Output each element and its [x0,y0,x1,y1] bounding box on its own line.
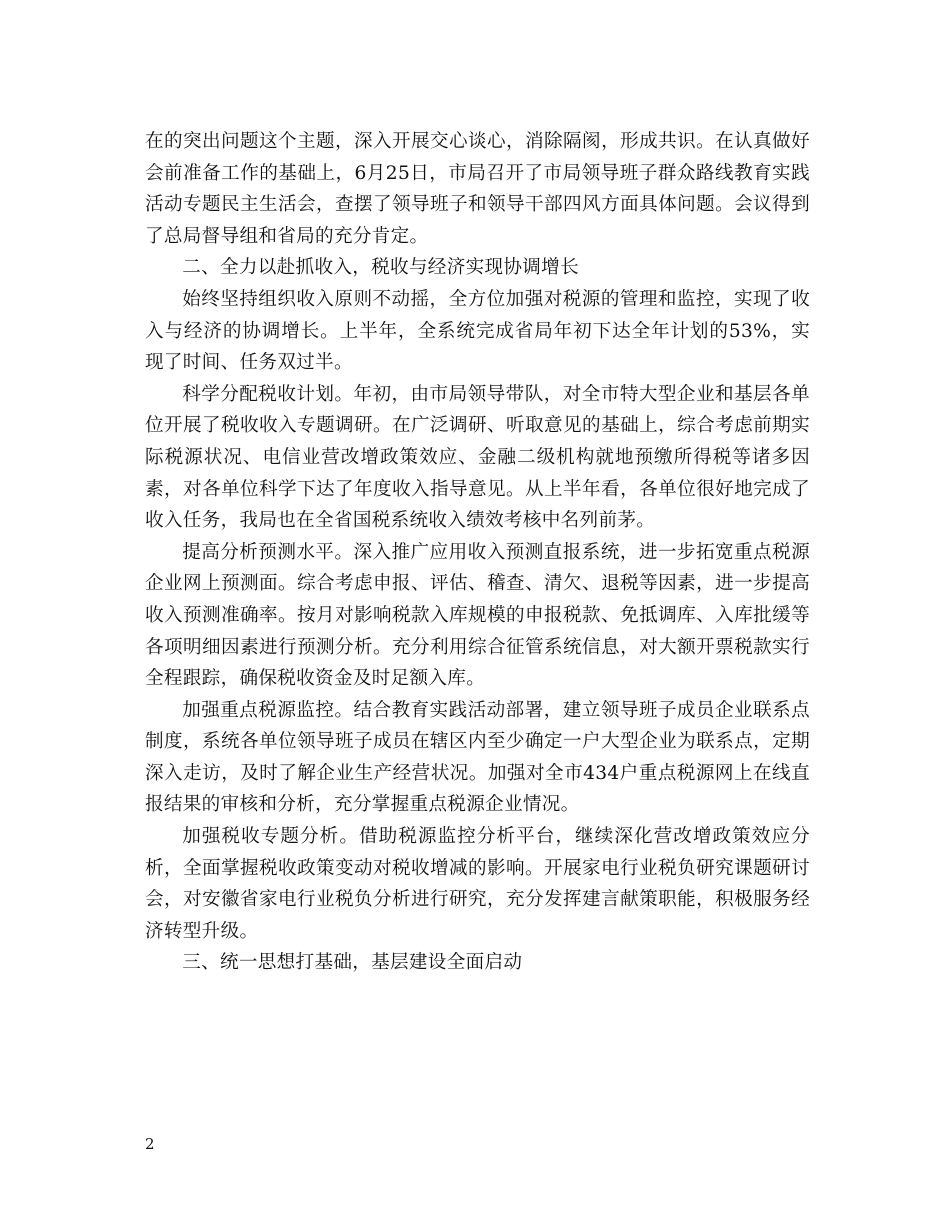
paragraph-tax-plan: 科学分配税收计划。年初，由市局领导带队，对全市特大型企业和基层各单位开展了税收收入专题调研。在广泛调研、听取意见的基础上，综合考虑前期实际税源状况、电信业营改增政策效应、金融二级机构就地预缴所得税等诸多因素，对各单位科学下达了年度收入指导意见。从上半年看，各单位很好地完成了收入任务，我局也在全省国税系统收入绩效考核中名列前茅。 [145,383,810,532]
paragraph-continued: 在的突出问题这个主题，深入开展交心谈心，消除隔阂，形成共识。在认真做好会前准备工作的基础上，6月25日，市局召开了市局领导班子群众路线教育实践活动专题民主生活会，查摆了领导班子和领导干部四风方面具体问题。会议得到了总局督导组和省局的充分肯定。 [145,131,810,247]
document-body [145,126,810,979]
page-number: 2 [145,1135,155,1153]
paragraph-key-sources: 加强重点税源监控。结合教育实践活动部署，建立领导班子成员企业联系点制度，系统各单位领导班子成员在辖区内至少确定一户大型企业为联系点，定期深入走访，及时了解企业生产经营状况。加强对全市434户重点税源网上在线直报结果的审核和分析，充分掌握重点税源企业情况。 [145,699,810,816]
section-heading-3: 三、统一思想打基础，基层建设全面启动 [182,952,523,974]
paragraph-special-analysis: 加强税收专题分析。借助税源监控分析平台，继续深化营改增政策效应分析，全面掌握税收政策变动对税收增减的影响。开展家电行业税负研究课题研讨会，对安徽省家电行业税负分析进行研究，充分发挥建言献策职能，积极服务经济转型升级。 [145,826,810,942]
section-heading-2: 二、全力以赴抓收入，税收与经济实现协调增长 [182,257,579,279]
paragraph-revenue-summary: 始终坚持组织收入原则不动摇，全方位加强对税源的管理和监控，实现了收入与经济的协调增长。上半年，全系统完成省局年初下达全年计划的53%，实现了时间、任务双过半。 [145,288,810,374]
paragraph-forecast: 提高分析预测水平。深入推广应用收入预测直报系统，进一步拓宽重点税源企业网上预测面。综合考虑申报、评估、稽查、清欠、退税等因素，进一步提高收入预测准确率。按月对影响税款入库规模的申报税款、免抵调库、入库批缓等各项明细因素进行预测分析。充分利用综合征管系统信息，对大额开票税款实行全程跟踪，确保税收资金及时足额入库。 [145,541,810,690]
